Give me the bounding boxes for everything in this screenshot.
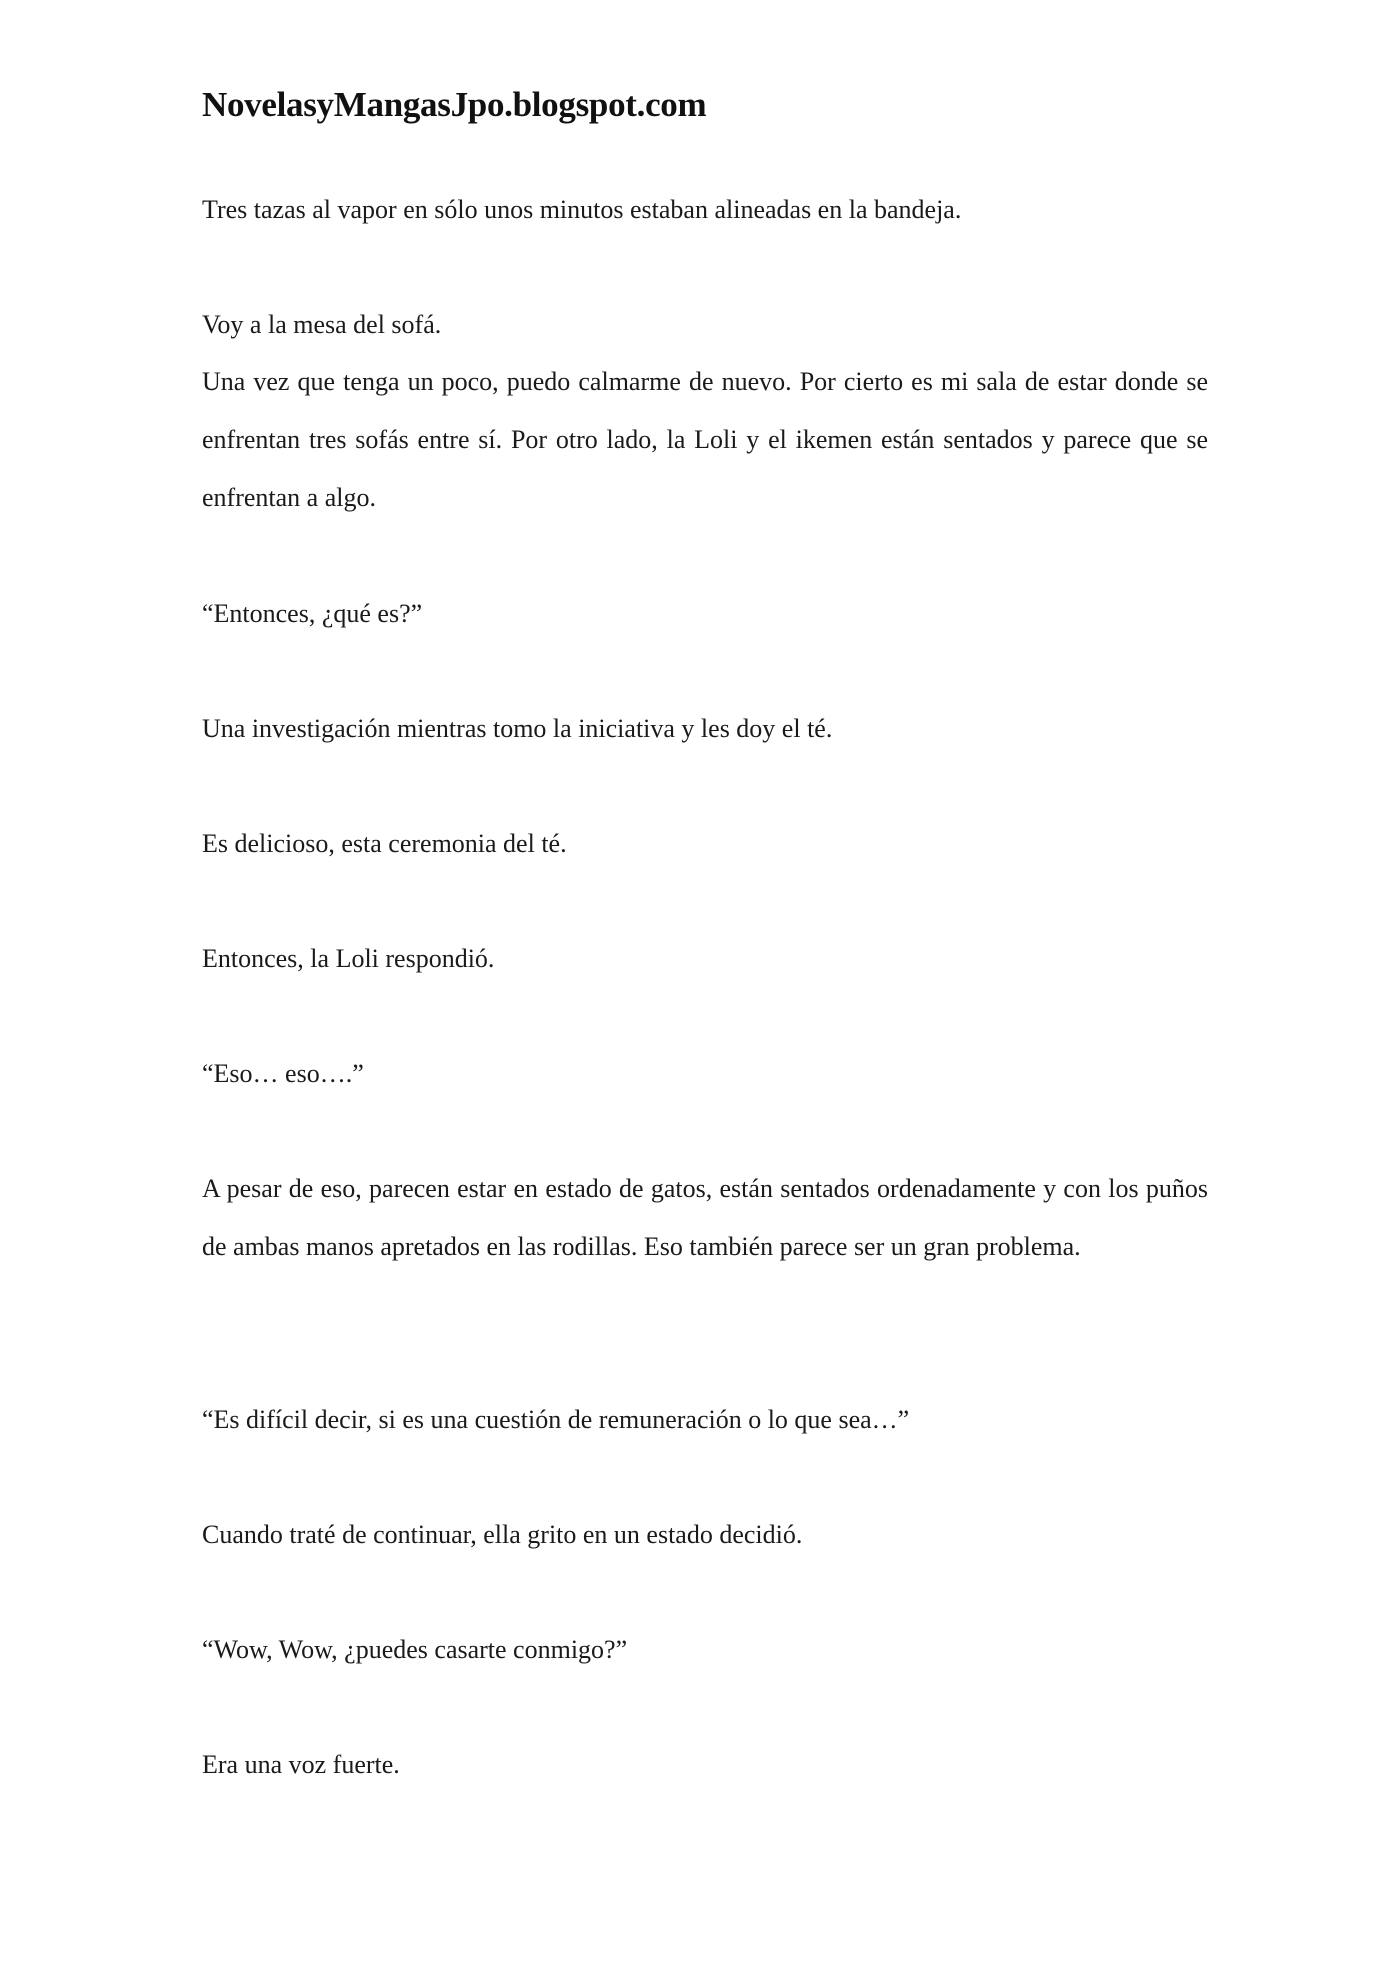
paragraph-6: Es delicioso, esta ceremonia del té.	[202, 829, 567, 858]
paragraph-4: “Entonces, ¿qué es?”	[202, 599, 423, 628]
paragraph-3: Una vez que tenga un poco, puedo calmarme de nuevo. Por cierto es mi sala de estar donde se enfrentan tres sofás entre sí. Por otro lado, la Loli y el ikemen están sentados y parece que se enfrentan a algo.	[202, 367, 1208, 512]
paragraph-13: Era una voz fuerte.	[202, 1750, 400, 1779]
site-header: NovelasyMangasJpo.blogspot.com	[202, 85, 707, 124]
paragraph-11: Cuando traté de continuar, ella grito en un estado decidió.	[202, 1520, 803, 1549]
paragraph-2: Voy a la mesa del sofá.	[202, 310, 442, 339]
paragraph-8: “Eso… eso….”	[202, 1059, 364, 1088]
paragraph-1: Tres tazas al vapor en sólo unos minutos estaban alineadas en la bandeja.	[202, 195, 962, 224]
paragraph-7: Entonces, la Loli respondió.	[202, 944, 495, 973]
paragraph-12: “Wow, Wow, ¿puedes casarte conmigo?”	[202, 1635, 628, 1664]
paragraph-5: Una investigación mientras tomo la iniciativa y les doy el té.	[202, 714, 833, 743]
paragraph-9: A pesar de eso, parecen estar en estado de gatos, están sentados ordenadamente y con los puños de ambas manos apretados en las rodillas. Eso también parece ser un gran problema.	[202, 1174, 1208, 1261]
paragraph-10: “Es difícil decir, si es una cuestión de remuneración o lo que sea…”	[202, 1405, 910, 1434]
